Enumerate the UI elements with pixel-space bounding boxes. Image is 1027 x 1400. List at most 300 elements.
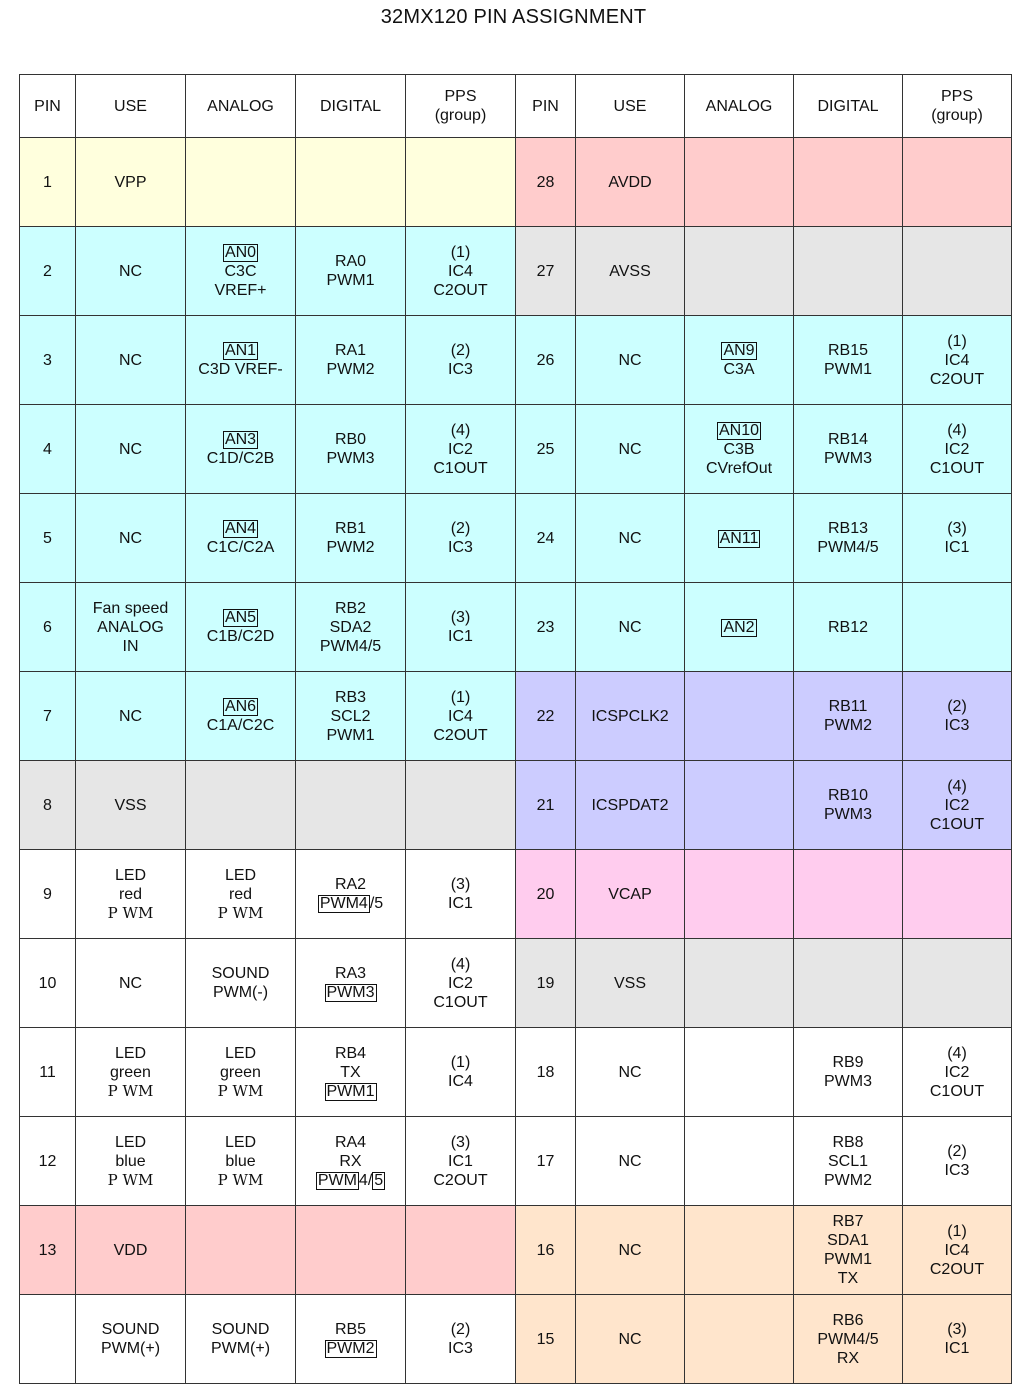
header-label: PPS (444, 88, 477, 105)
cell-line (794, 1349, 902, 1368)
cell-text: IC2 (944, 796, 970, 814)
cell-line (406, 608, 515, 627)
cell-line (685, 459, 793, 478)
cell-line (516, 1063, 575, 1082)
cell-text: (3) (947, 520, 967, 537)
cell-pin-right (516, 672, 576, 761)
cell-digital-left (296, 1295, 406, 1384)
cell-text: P WM (107, 903, 154, 922)
cell-line (76, 599, 185, 618)
cell-pin-right (516, 227, 576, 316)
cell-line (794, 697, 902, 716)
cell-use-left (76, 316, 186, 405)
cell-text: VSS (613, 974, 646, 992)
cell-line (903, 1320, 1011, 1339)
cell-text: 25 (536, 440, 555, 458)
table-row (20, 1295, 1012, 1384)
cell-text: blue (115, 1152, 146, 1170)
cell-text: 4 (43, 440, 52, 458)
cell-line (903, 716, 1011, 735)
cell-text: C2OUT (433, 726, 488, 744)
cell-line (296, 707, 405, 726)
cell-line (576, 1152, 684, 1171)
cell-line (186, 538, 295, 557)
cell-digital-left (296, 494, 406, 583)
cell-text: (1) (450, 688, 471, 706)
cell-line (794, 716, 902, 735)
cell-digital-left (296, 761, 406, 850)
cell-analog-right (685, 1295, 794, 1384)
cell-text: RB3 (334, 688, 367, 706)
cell-text: C2OUT (929, 370, 985, 388)
cell-text: 18 (536, 1063, 555, 1081)
cell-use-left (76, 227, 186, 316)
cell-text: NC (618, 440, 642, 458)
boxed-label: 5 (374, 1171, 384, 1189)
cell-line (794, 1269, 902, 1288)
cell-pin-left (20, 1206, 76, 1295)
cell-line (406, 459, 515, 478)
cell-pin-right (516, 316, 576, 405)
cell-line (576, 351, 684, 370)
cell-line (794, 341, 902, 360)
cell-line (296, 1152, 405, 1171)
cell-line (406, 281, 515, 300)
cell-line (296, 519, 405, 538)
cell-text: CVrefOut (705, 459, 773, 477)
cell-text: (3) (450, 609, 471, 626)
cell-pps-left (406, 227, 516, 316)
cell-text: 2 (43, 262, 52, 280)
cell-line (186, 964, 295, 983)
cell-line (903, 519, 1011, 538)
cell-line (794, 1250, 902, 1269)
cell-text: (1) (450, 1054, 471, 1071)
cell-line (20, 1152, 75, 1171)
cell-digital-left (296, 227, 406, 316)
cell-text: IC1 (448, 628, 473, 645)
cell-line (903, 777, 1011, 796)
cell-analog-right (685, 316, 794, 405)
cell-text: LED (114, 866, 147, 884)
cell-text: LED (114, 1044, 147, 1062)
cell-text: PWM(-) (212, 984, 269, 1001)
cell-digital-right (794, 672, 903, 761)
cell-analog-left (186, 939, 296, 1028)
cell-line (296, 688, 405, 707)
cell-line (186, 1320, 295, 1339)
cell-text: 1 (43, 173, 52, 191)
cell-analog-left (186, 583, 296, 672)
cell-pps-left (406, 1295, 516, 1384)
cell-line (406, 421, 515, 440)
cell-line (186, 866, 295, 885)
boxed-label: AN11 (719, 529, 759, 547)
cell-line (406, 360, 515, 379)
cell-text: P WM (217, 903, 264, 922)
cell-pps-left (406, 583, 516, 672)
cell-line (516, 1241, 575, 1260)
cell-line (20, 707, 75, 726)
cell-text: NC (618, 351, 642, 369)
header-analog-left (186, 75, 296, 138)
cell-line (576, 1241, 684, 1260)
cell-line (186, 608, 295, 627)
cell-use-right (576, 583, 685, 672)
cell-use-right (576, 1206, 685, 1295)
cell-text: AVSS (609, 262, 651, 280)
cell-analog-left (186, 405, 296, 494)
cell-line (576, 529, 684, 548)
cell-line (296, 637, 405, 656)
cell-use-left (76, 1295, 186, 1384)
cell-analog-left (186, 1295, 296, 1384)
cell-text: VCAP (608, 885, 652, 903)
cell-digital-right (794, 1117, 903, 1206)
cell-pin-right (516, 494, 576, 583)
cell-text: 23 (536, 618, 555, 636)
cell-text: NC (118, 707, 143, 725)
cell-analog-right (685, 1028, 794, 1117)
cell-digital-left (296, 138, 406, 227)
cell-line (296, 1171, 405, 1190)
cell-line (794, 1152, 902, 1171)
cell-pin-left (20, 1295, 76, 1384)
cell-line (685, 341, 793, 360)
cell-analog-right (685, 405, 794, 494)
table-row (20, 583, 1012, 672)
cell-line (186, 262, 295, 281)
cell-line (406, 1320, 515, 1339)
cell-text: (4) (947, 421, 967, 439)
cell-text: NC (118, 974, 143, 992)
cell-line (296, 341, 405, 360)
cell-line (903, 1241, 1011, 1260)
cell-line (794, 1330, 902, 1349)
header-label: (group) (931, 107, 983, 124)
cell-text: 9 (43, 885, 52, 903)
cell-line (794, 360, 902, 379)
cell-line (516, 974, 575, 993)
table-row (20, 939, 1012, 1028)
cell-digital-right (794, 1206, 903, 1295)
cell-digital-left (296, 850, 406, 939)
cell-line (186, 885, 295, 904)
cell-use-right (576, 494, 685, 583)
cell-text: RB10 (827, 787, 869, 804)
cell-use-right (576, 405, 685, 494)
cell-line (406, 262, 515, 281)
table-body (20, 138, 1012, 1384)
cell-line (76, 1044, 185, 1063)
cell-line (903, 1161, 1011, 1180)
header-pps-right (903, 75, 1012, 138)
cell-text: (1) (947, 332, 967, 350)
cell-text: IC3 (448, 1340, 473, 1357)
cell-text: RB9 (832, 1054, 864, 1071)
cell-text: PWM4/5 (817, 1330, 879, 1348)
cell-use-right (576, 316, 685, 405)
cell-line (794, 1072, 902, 1091)
cell-line (576, 707, 684, 726)
cell-text: IC2 (944, 1063, 970, 1081)
cell-line (406, 1171, 515, 1190)
cell-use-right (576, 850, 685, 939)
cell-line (576, 974, 684, 993)
cell-text: ICSPDAT2 (591, 796, 669, 814)
cell-analog-left (186, 1206, 296, 1295)
cell-line (186, 697, 295, 716)
cell-text: C2OUT (433, 281, 488, 299)
cell-text: IC4 (448, 262, 473, 280)
cell-text: PWM2 (824, 1171, 872, 1189)
cell-line (20, 529, 75, 548)
cell-text: NC (618, 1152, 642, 1170)
cell-text: PWM1 (326, 726, 375, 744)
cell-line (76, 1152, 185, 1171)
cell-line (576, 618, 684, 637)
cell-text: C1OUT (929, 459, 985, 477)
cell-text: (1) (450, 243, 471, 261)
cell-text: ANALOG (97, 618, 164, 636)
header-digital-left (296, 75, 406, 138)
cell-line (296, 1339, 405, 1358)
boxed-label: PWM (317, 1171, 357, 1189)
cell-line (516, 796, 575, 815)
cell-pin-right (516, 138, 576, 227)
cell-line (186, 716, 295, 735)
cell-pps-right (903, 1295, 1012, 1384)
cell-text: IC3 (944, 1162, 970, 1179)
cell-analog-right (685, 761, 794, 850)
cell-line (76, 866, 185, 885)
cell-pin-right (516, 1295, 576, 1384)
cell-text: IC4 (944, 1241, 970, 1259)
cell-pps-right (903, 672, 1012, 761)
cell-pin-left (20, 761, 76, 850)
cell-text: IC4 (944, 351, 970, 369)
cell-text: IC1 (448, 895, 473, 912)
cell-line (903, 1142, 1011, 1161)
cell-line (516, 1330, 575, 1349)
cell-analog-right (685, 939, 794, 1028)
cell-line (20, 351, 75, 370)
cell-pps-left (406, 1117, 516, 1206)
cell-text: RB5 (334, 1321, 367, 1338)
boxed-label: AN3 (224, 431, 257, 448)
cell-line (406, 707, 515, 726)
cell-line (794, 449, 902, 468)
cell-line (406, 993, 515, 1012)
cell-text: C3C (224, 262, 257, 280)
cell-text: SDA2 (329, 618, 372, 636)
cell-text: RA3 (334, 965, 367, 982)
cell-pps-right (903, 583, 1012, 672)
cell-line (794, 1212, 902, 1231)
cell-text: (2) (450, 342, 471, 359)
cell-pps-left (406, 1028, 516, 1117)
cell-analog-right (685, 583, 794, 672)
cell-text: SCL1 (827, 1152, 869, 1170)
cell-use-right (576, 138, 685, 227)
cell-digital-left (296, 1028, 406, 1117)
cell-pin-left (20, 1117, 76, 1206)
cell-line (406, 974, 515, 993)
cell-line (685, 360, 793, 379)
cell-text: PWM2 (326, 539, 375, 556)
cell-text: SOUND (211, 965, 270, 982)
cell-line (794, 538, 902, 557)
cell-text: PWM3 (824, 806, 872, 823)
cell-line (516, 707, 575, 726)
cell-line (296, 1133, 405, 1152)
cell-text: IC3 (944, 717, 970, 734)
cell-line (76, 1133, 185, 1152)
cell-analog-left (186, 316, 296, 405)
cell-line (903, 796, 1011, 815)
cell-line (296, 1044, 405, 1063)
cell-line (186, 519, 295, 538)
cell-line (296, 449, 405, 468)
boxed-label: AN1 (224, 342, 257, 359)
boxed-label: AN4 (224, 520, 257, 537)
cell-pps-left (406, 405, 516, 494)
cell-text: (3) (450, 876, 471, 893)
cell-digital-right (794, 405, 903, 494)
cell-text: RB4 (334, 1044, 367, 1062)
cell-pin-right (516, 1117, 576, 1206)
cell-text: 27 (536, 262, 555, 280)
cell-line (903, 1260, 1011, 1279)
cell-analog-right (685, 138, 794, 227)
cell-line (903, 1044, 1011, 1063)
cell-text: (4) (450, 421, 471, 439)
cell-line (20, 618, 75, 637)
cell-line (76, 1339, 185, 1358)
cell-line (296, 618, 405, 637)
cell-line (186, 1063, 295, 1082)
table-row (20, 1117, 1012, 1206)
cell-use-left (76, 761, 186, 850)
cell-analog-left (186, 138, 296, 227)
cell-text: PWM4/5 (319, 637, 382, 655)
cell-text: LED (224, 1044, 257, 1062)
cell-use-right (576, 227, 685, 316)
cell-use-right (576, 672, 685, 761)
cell-line (76, 173, 185, 192)
cell-text: red (228, 885, 253, 903)
cell-line (685, 440, 793, 459)
header-label: DIGITAL (319, 97, 382, 115)
cell-line (76, 1241, 185, 1260)
cell-analog-left (186, 1117, 296, 1206)
cell-line (406, 1072, 515, 1091)
cell-text: RB0 (334, 431, 367, 448)
cell-analog-right (685, 850, 794, 939)
cell-line (76, 529, 185, 548)
cell-text: AVDD (608, 173, 652, 191)
cell-text: NC (618, 1241, 642, 1259)
cell-line (20, 440, 75, 459)
cell-line (903, 1339, 1011, 1358)
cell-line (516, 440, 575, 459)
cell-text: RB8 (832, 1133, 864, 1151)
cell-text: 21 (536, 796, 555, 814)
table-row (20, 850, 1012, 939)
cell-text: IC1 (944, 1340, 970, 1357)
cell-line (406, 627, 515, 646)
cell-line (516, 262, 575, 281)
cell-text: NC (118, 440, 143, 458)
cell-text: RA1 (334, 342, 367, 359)
cell-text: (3) (947, 1321, 967, 1338)
cell-pps-right (903, 138, 1012, 227)
cell-text: RB1 (334, 520, 367, 537)
cell-text: green (110, 1063, 151, 1081)
cell-text: 20 (536, 885, 555, 903)
cell-use-left (76, 850, 186, 939)
cell-line (186, 360, 295, 379)
boxed-label: PWM3 (326, 984, 375, 1001)
cell-use-right (576, 939, 685, 1028)
cell-text: LED (224, 1133, 257, 1151)
cell-text: VSS (114, 796, 147, 814)
cell-analog-left (186, 494, 296, 583)
cell-text: 24 (536, 529, 555, 547)
cell-line (296, 894, 405, 913)
cell-line (685, 421, 793, 440)
cell-text: PWM2 (824, 717, 872, 734)
cell-text: (2) (450, 520, 471, 537)
cell-analog-right (685, 672, 794, 761)
page-title: 32MX120 PIN ASSIGNMENT (380, 6, 647, 28)
cell-text: RB2 (334, 599, 367, 617)
cell-text: PWM1 (824, 1251, 872, 1268)
cell-line (76, 707, 185, 726)
cell-line (76, 637, 185, 656)
cell-line (576, 885, 684, 904)
cell-text: RA4 (334, 1133, 367, 1151)
cell-text: LED (224, 866, 257, 884)
header-label: PIN (34, 97, 61, 115)
cell-text: LED (114, 1133, 147, 1151)
cell-line (76, 1320, 185, 1339)
cell-text: RB14 (827, 431, 869, 448)
header-label: PPS (940, 88, 973, 105)
header-use-right (576, 75, 685, 138)
cell-use-left (76, 1206, 186, 1295)
header-use-left (76, 75, 186, 138)
cell-line (186, 1044, 295, 1063)
cell-line (186, 281, 295, 300)
cell-line (296, 726, 405, 745)
cell-use-left (76, 1028, 186, 1117)
cell-text: C1D/C2B (206, 450, 275, 467)
cell-pin-left (20, 939, 76, 1028)
cell-line (20, 1241, 75, 1260)
cell-text: RB7 (832, 1213, 864, 1230)
cell-text: 10 (38, 974, 57, 992)
cell-line (576, 1063, 684, 1082)
cell-text: NC (618, 1330, 642, 1348)
cell-analog-left (186, 761, 296, 850)
cell-line (20, 1063, 75, 1082)
cell-line (296, 983, 405, 1002)
cell-text: PWM2 (326, 361, 375, 378)
cell-pin-right (516, 761, 576, 850)
cell-line (406, 538, 515, 557)
cell-text: NC (118, 351, 143, 369)
